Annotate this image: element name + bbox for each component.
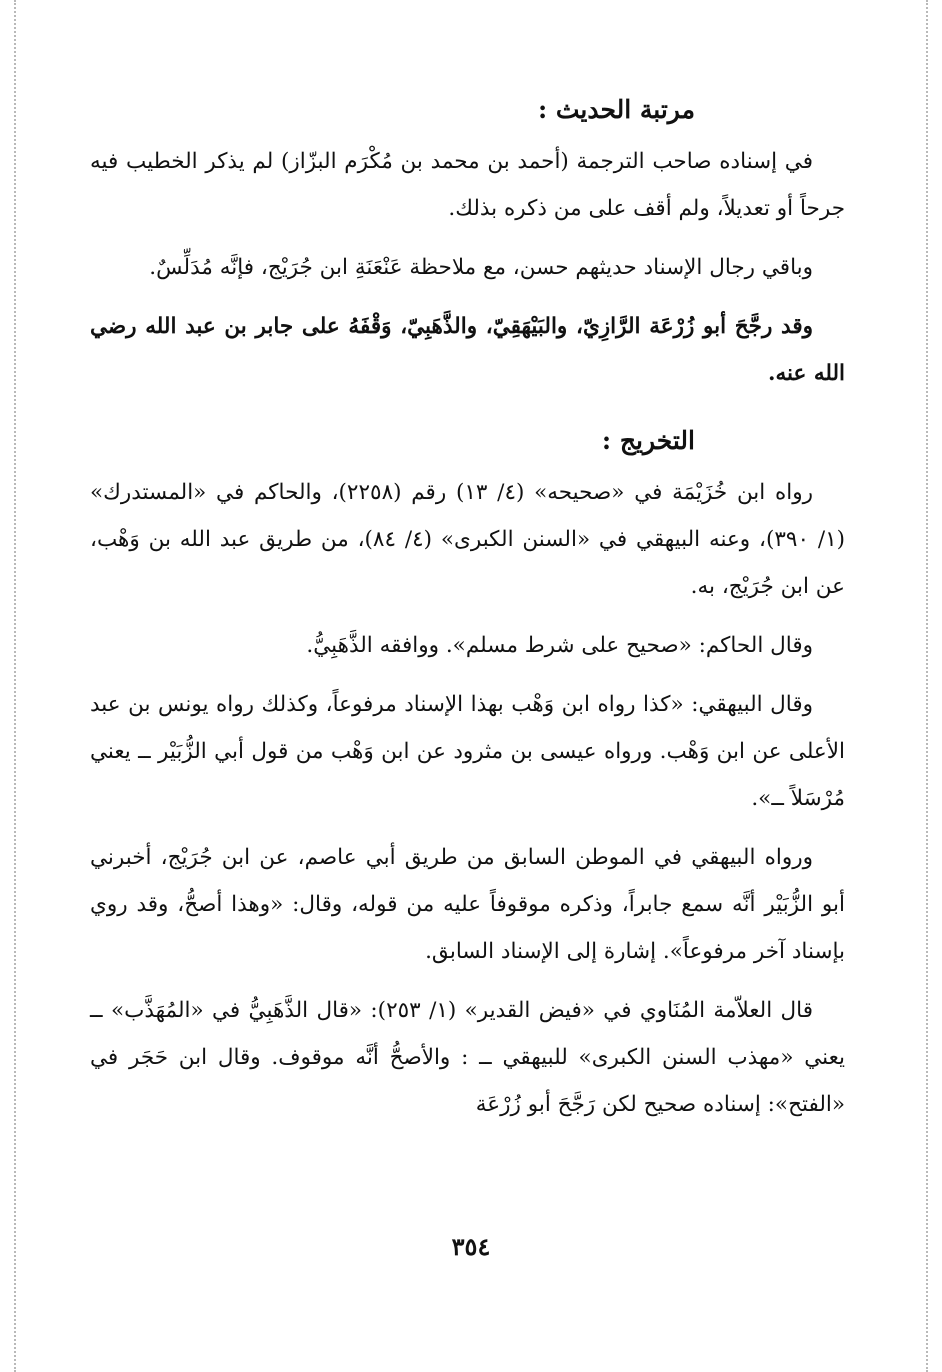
page-number: ٣٥٤ bbox=[451, 1232, 491, 1261]
paragraph-rank-2: وباقي رجال الإسناد حديثهم حسن، مع ملاحظة عَنْعَنَةِ ابن جُرَيْج، فإنَّه مُدَلِّسٌ. bbox=[149, 255, 813, 280]
paragraph-takhrij-1: رواه ابن خُزَيْمَة في «صحيحه» (٤/ ١٣) رقم (٢٢٥٨)، والحاكم في «المستدرك» (١/ ٣٩٠)، وعنه البيهقي في «السنن الكبرى» (٤/ ٨٤)، من طريق عبد الله بن وَهْب، عن ابن جُرَيْج، به. bbox=[90, 480, 846, 599]
paragraph-takhrij-4: ورواه البيهقي في الموطن السابق من طريق أبي عاصم، عن ابن جُرَيْج، أخبرني أبو الزُّبَيْر أنَّه سمع جابراً، وذكره موقوفاً عليه من قوله، وقال: «وهذا أصحُّ، وقد روي بإسناد آخر مرفوعاً». إشارة إلى الإسناد السابق. bbox=[90, 845, 845, 964]
paragraph-takhrij-2: وقال الحاكم: «صحيح على شرط مسلم». ووافقه الذَّهَبِيُّ. bbox=[306, 633, 813, 658]
paragraph-takhrij-5: قال العلاّمة المُنَاوي في «فيض القدير» (١/ ٢٥٣): «قال الذَّهَبِيُّ في «المُهَذَّب» ــ يعني «مهذب السنن الكبرى» للبيهقي ــ : والأصحُّ أنَّه موقوف. وقال ابن حَجَر في «الفتح»: إسناده صحيح لكن رَجَّحَ أبو زُرْعَة bbox=[90, 998, 845, 1117]
heading-rank: مرتبة الحديث : bbox=[537, 95, 695, 124]
paragraph-rank-3: وقد رجَّحَ أبو زُرْعَة الرَّازِيّ، والبَيْهَقِيّ، والذَّهَبِيّ، وَقْفَهُ على جابر بن عبد الله رضي الله عنه. bbox=[90, 314, 845, 386]
paragraph-rank-1: في إسناده صاحب الترجمة (أحمد بن محمد بن مُكْرَم البزّاز) لم يذكر الخطيب فيه جرحاً أو تعديلاً، ولم أقف على من ذكره بذلك. bbox=[90, 149, 845, 221]
paragraph-takhrij-3: وقال البيهقي: «كذا رواه ابن وَهْب بهذا الإسناد مرفوعاً، وكذلك رواه يونس بن عبد الأعلى عن ابن وَهْب. ورواه عيسى بن مثرود عن ابن وَهْب من قول أبي الزُّبَيْر ــ يعني مُرْسَلاً ــ». bbox=[90, 692, 845, 811]
scan-edge-right bbox=[926, 0, 928, 1372]
page-content bbox=[90, 86, 845, 1128]
heading-takhrij: التخريج : bbox=[601, 426, 695, 455]
scan-edge-left bbox=[14, 0, 16, 1372]
